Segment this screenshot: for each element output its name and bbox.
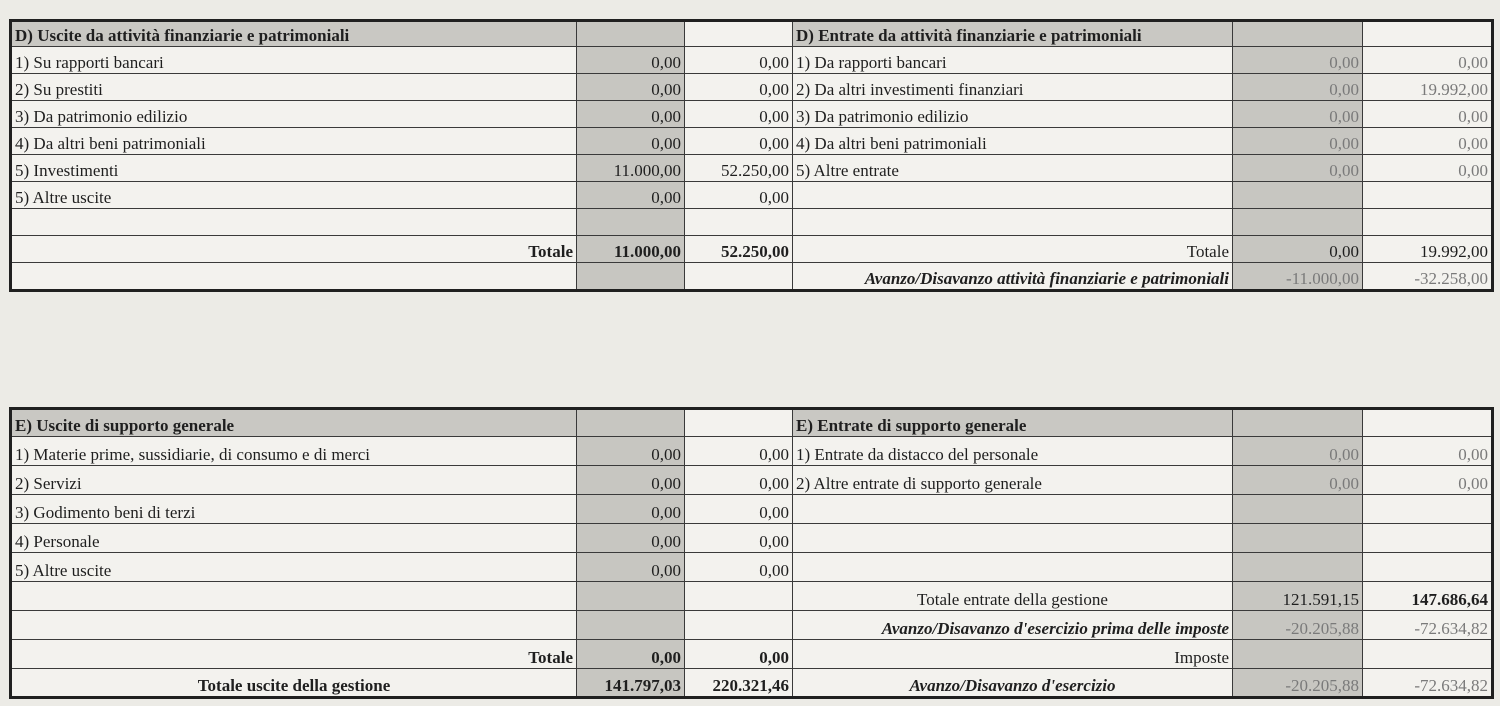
uscite-e-row-v1: 0,00	[577, 495, 685, 524]
totale-entrate-gestione-v2: 147.686,64	[1363, 582, 1493, 611]
entrate-d-totale-v1: 0,00	[1233, 236, 1363, 263]
avanzo-d-label: Avanzo/Disavanzo attività finanziarie e patrimoniali	[793, 263, 1233, 291]
avanzo-prima-imposte-v2: -72.634,82	[1363, 611, 1493, 640]
uscite-d-row-label: 2) Su prestiti	[11, 74, 577, 101]
uscite-e-totale-v2: 0,00	[685, 640, 793, 669]
entrate-e-row-v1: 0,00	[1233, 437, 1363, 466]
uscite-d-totale-label: Totale	[11, 236, 577, 263]
uscite-d-row-label: 1) Su rapporti bancari	[11, 47, 577, 74]
entrate-e-row-label: 2) Altre entrate di supporto generale	[793, 466, 1233, 495]
uscite-d-row-v2: 0,00	[685, 74, 793, 101]
uscite-e-row-label: 1) Materie prime, sussidiarie, di consumo e di merci	[11, 437, 577, 466]
avanzo-esercizio-v2: -72.634,82	[1363, 669, 1493, 698]
entrate-d-row-v1: 0,00	[1233, 101, 1363, 128]
entrate-d-row-v2: 0,00	[1363, 155, 1493, 182]
section-d-table	[9, 19, 1494, 292]
imposte-label: Imposte	[793, 640, 1233, 669]
avanzo-d-v1: -11.000,00	[1233, 263, 1363, 291]
entrate-d-totale-label: Totale	[793, 236, 1233, 263]
uscite-e-totale-label: Totale	[11, 640, 577, 669]
totale-uscite-gestione-v1: 141.797,03	[577, 669, 685, 698]
entrate-e-title: E) Entrate di supporto generale	[793, 409, 1233, 437]
entrate-d-row-v2: 0,00	[1363, 128, 1493, 155]
uscite-e-row-label: 2) Servizi	[11, 466, 577, 495]
uscite-d-row-v1: 0,00	[577, 101, 685, 128]
uscite-d-row-v1: 0,00	[577, 47, 685, 74]
entrate-d-row-v1: 0,00	[1233, 74, 1363, 101]
uscite-d-totale-v2: 52.250,00	[685, 236, 793, 263]
uscite-d-row-label: 5) Investimenti	[11, 155, 577, 182]
entrate-d-row-label: 4) Da altri beni patrimoniali	[793, 128, 1233, 155]
entrate-d-row-v2: 19.992,00	[1363, 74, 1493, 101]
uscite-e-totale-v1: 0,00	[577, 640, 685, 669]
uscite-d-title: D) Uscite da attività finanziarie e patrimoniali	[11, 21, 577, 47]
totale-uscite-gestione-label: Totale uscite della gestione	[11, 669, 577, 698]
uscite-d-row-label: 5) Altre uscite	[11, 182, 577, 209]
entrate-d-row-v1: 0,00	[1233, 155, 1363, 182]
totale-entrate-gestione-label: Totale entrate della gestione	[793, 582, 1233, 611]
uscite-d-totale-v1: 11.000,00	[577, 236, 685, 263]
avanzo-prima-imposte-v1: -20.205,88	[1233, 611, 1363, 640]
uscite-e-row-v2: 0,00	[685, 495, 793, 524]
uscite-d-row-v2: 0,00	[685, 101, 793, 128]
entrate-d-row-v2: 0,00	[1363, 101, 1493, 128]
entrate-d-row-label: 5) Altre entrate	[793, 155, 1233, 182]
uscite-d-row-v2: 0,00	[685, 47, 793, 74]
avanzo-d-v2: -32.258,00	[1363, 263, 1493, 291]
entrate-e-row-label: 1) Entrate da distacco del personale	[793, 437, 1233, 466]
totale-uscite-gestione-v2: 220.321,46	[685, 669, 793, 698]
entrate-d-row-v2: 0,00	[1363, 47, 1493, 74]
entrate-d-title: D) Entrate da attività finanziarie e patrimoniali	[793, 21, 1233, 47]
uscite-e-row-v1: 0,00	[577, 437, 685, 466]
uscite-e-row-v2: 0,00	[685, 553, 793, 582]
entrate-e-row-v2: 0,00	[1363, 466, 1493, 495]
uscite-e-row-v2: 0,00	[685, 466, 793, 495]
uscite-e-row-v1: 0,00	[577, 466, 685, 495]
entrate-d-row-v1: 0,00	[1233, 47, 1363, 74]
totale-entrate-gestione-v1: 121.591,15	[1233, 582, 1363, 611]
uscite-d-row-label: 3) Da patrimonio edilizio	[11, 101, 577, 128]
section-e-table	[9, 407, 1494, 699]
uscite-e-row-label: 3) Godimento beni di terzi	[11, 495, 577, 524]
avanzo-esercizio-v1: -20.205,88	[1233, 669, 1363, 698]
uscite-d-row-v2: 0,00	[685, 128, 793, 155]
uscite-d-row-v1: 0,00	[577, 128, 685, 155]
entrate-e-row-v1: 0,00	[1233, 466, 1363, 495]
uscite-e-row-v2: 0,00	[685, 437, 793, 466]
uscite-d-row-v2: 52.250,00	[685, 155, 793, 182]
uscite-e-row-label: 4) Personale	[11, 524, 577, 553]
entrate-d-totale-v2: 19.992,00	[1363, 236, 1493, 263]
uscite-d-row-v1: 0,00	[577, 182, 685, 209]
entrate-e-row-v2: 0,00	[1363, 437, 1493, 466]
uscite-e-row-v2: 0,00	[685, 524, 793, 553]
uscite-d-row-v2: 0,00	[685, 182, 793, 209]
uscite-d-row-v1: 11.000,00	[577, 155, 685, 182]
uscite-d-row-label: 4) Da altri beni patrimoniali	[11, 128, 577, 155]
avanzo-prima-imposte-label: Avanzo/Disavanzo d'esercizio prima delle imposte	[793, 611, 1233, 640]
uscite-e-title: E) Uscite di supporto generale	[11, 409, 577, 437]
uscite-e-row-v1: 0,00	[577, 553, 685, 582]
uscite-e-row-label: 5) Altre uscite	[11, 553, 577, 582]
avanzo-esercizio-label: Avanzo/Disavanzo d'esercizio	[793, 669, 1233, 698]
entrate-d-row-label: 2) Da altri investimenti finanziari	[793, 74, 1233, 101]
entrate-d-row-label: 1) Da rapporti bancari	[793, 47, 1233, 74]
entrate-d-row-label: 3) Da patrimonio edilizio	[793, 101, 1233, 128]
entrate-d-row-v1: 0,00	[1233, 128, 1363, 155]
uscite-e-row-v1: 0,00	[577, 524, 685, 553]
uscite-d-row-v1: 0,00	[577, 74, 685, 101]
